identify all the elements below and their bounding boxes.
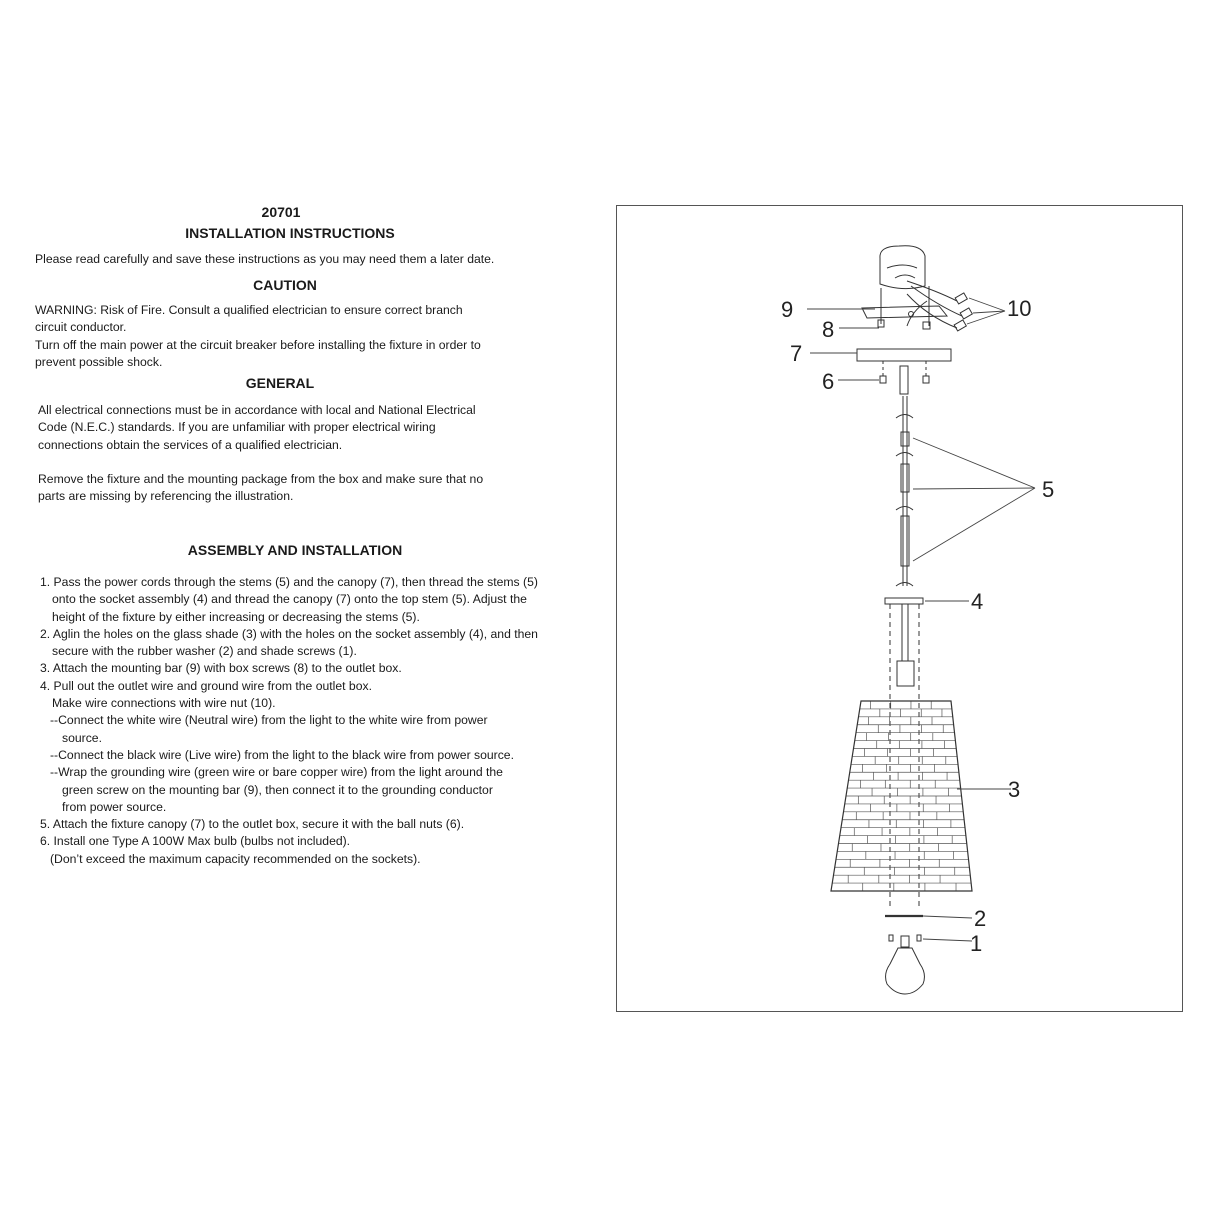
bulb-illustration — [886, 936, 925, 994]
step-line: source. — [62, 730, 102, 745]
callout-10: 10 — [1007, 296, 1032, 321]
general-paragraph-2 — [38, 471, 483, 506]
general-paragraph-1 — [38, 402, 476, 454]
step-line: green screw on the mounting bar (9), then connect it to the grounding conductor — [62, 782, 493, 797]
callout-4: 4 — [971, 589, 984, 614]
general-line: parts are missing by referencing the illustration. — [38, 489, 294, 504]
canopy-illustration — [857, 349, 951, 361]
step-line: 4. Pull out the outlet wire and ground wire from the outlet box. — [40, 678, 372, 693]
general-line: connections obtain the services of a qualified electrician. — [38, 437, 343, 452]
callout-7: 7 — [790, 341, 803, 366]
stems-illustration — [896, 396, 913, 586]
step-line: height of the fixture by either increasing or decreasing the stems (5). — [52, 609, 420, 624]
step-line: (Don’t exceed the maximum capacity recommended on the sockets). — [50, 851, 421, 866]
general-line: Remove the fixture and the mounting package from the box and make sure that no — [38, 472, 484, 486]
caution-text — [35, 302, 481, 371]
caution-line: WARNING: Risk of Fire. Consult a qualified electrician to ensure correct branch — [35, 303, 463, 317]
fixture-diagram-svg — [617, 206, 1184, 1013]
outlet-box-illustration — [880, 246, 925, 289]
step-line: 2. Aglin the holes on the glass shade (3) with the holes on the socket assembly (4), and then — [40, 626, 538, 641]
callout-9: 9 — [781, 297, 794, 322]
general-heading: GENERAL — [245, 375, 315, 391]
step-line: --Wrap the grounding wire (green wire or bare copper wire) from the light around the — [50, 765, 503, 780]
caution-line: circuit conductor. — [35, 320, 127, 335]
caution-heading: CAUTION — [253, 277, 317, 293]
caution-line: prevent possible shock. — [35, 354, 163, 369]
model-number: 20701 — [261, 204, 301, 220]
assembly-heading: ASSEMBLY AND INSTALLATION — [187, 542, 403, 558]
socket-assembly-illustration — [885, 598, 923, 906]
callout-5: 5 — [1042, 477, 1055, 502]
step-line: secure with the rubber washer (2) and shade screws (1). — [52, 644, 357, 659]
step-line: 6. Install one Type A 100W Max bulb (bulbs not included). — [40, 834, 351, 849]
callout-6: 6 — [822, 369, 835, 394]
shade-illustration — [832, 701, 971, 891]
ball-nuts-illustration — [880, 361, 929, 383]
callout-3: 3 — [1008, 777, 1021, 802]
assembly-steps — [40, 574, 538, 868]
step-line: 1. Pass the power cords through the stems (5) and the canopy (7), then thread the stems (5) — [40, 575, 538, 589]
general-line: All electrical connections must be in accordance with local and National Electrical — [38, 403, 476, 417]
callout-8: 8 — [822, 317, 835, 342]
caution-line: Turn off the main power at the circuit breaker before installing the fixture in order to — [35, 337, 481, 352]
general-line: Code (N.E.C.) standards. If you are unfamiliar with proper electrical wiring — [38, 420, 436, 435]
step-line: Make wire connections with wire nut (10). — [52, 696, 276, 711]
page-title: INSTALLATION INSTRUCTIONS — [185, 225, 395, 241]
step-line: 3. Attach the mounting bar (9) with box screws (8) to the outlet box. — [40, 661, 402, 676]
step-line: --Connect the white wire (Neutral wire) from the light to the white wire from power — [50, 713, 488, 728]
callout-2: 2 — [974, 906, 987, 931]
wire-nuts-illustration — [907, 281, 972, 331]
intro-text: Please read carefully and save these instructions as you may need them a later date. — [35, 252, 495, 266]
callout-1: 1 — [970, 931, 983, 956]
step-line: 5. Attach the fixture canopy (7) to the outlet box, secure it with the ball nuts (6). — [40, 817, 465, 832]
step-line: onto the socket assembly (4) and thread the canopy (7) onto the top stem (5). Adjust the — [52, 592, 527, 607]
fixture-diagram — [616, 205, 1183, 1012]
step-line: --Connect the black wire (Live wire) from the light to the black wire from power source. — [50, 747, 514, 762]
step-line: from power source. — [62, 799, 167, 814]
